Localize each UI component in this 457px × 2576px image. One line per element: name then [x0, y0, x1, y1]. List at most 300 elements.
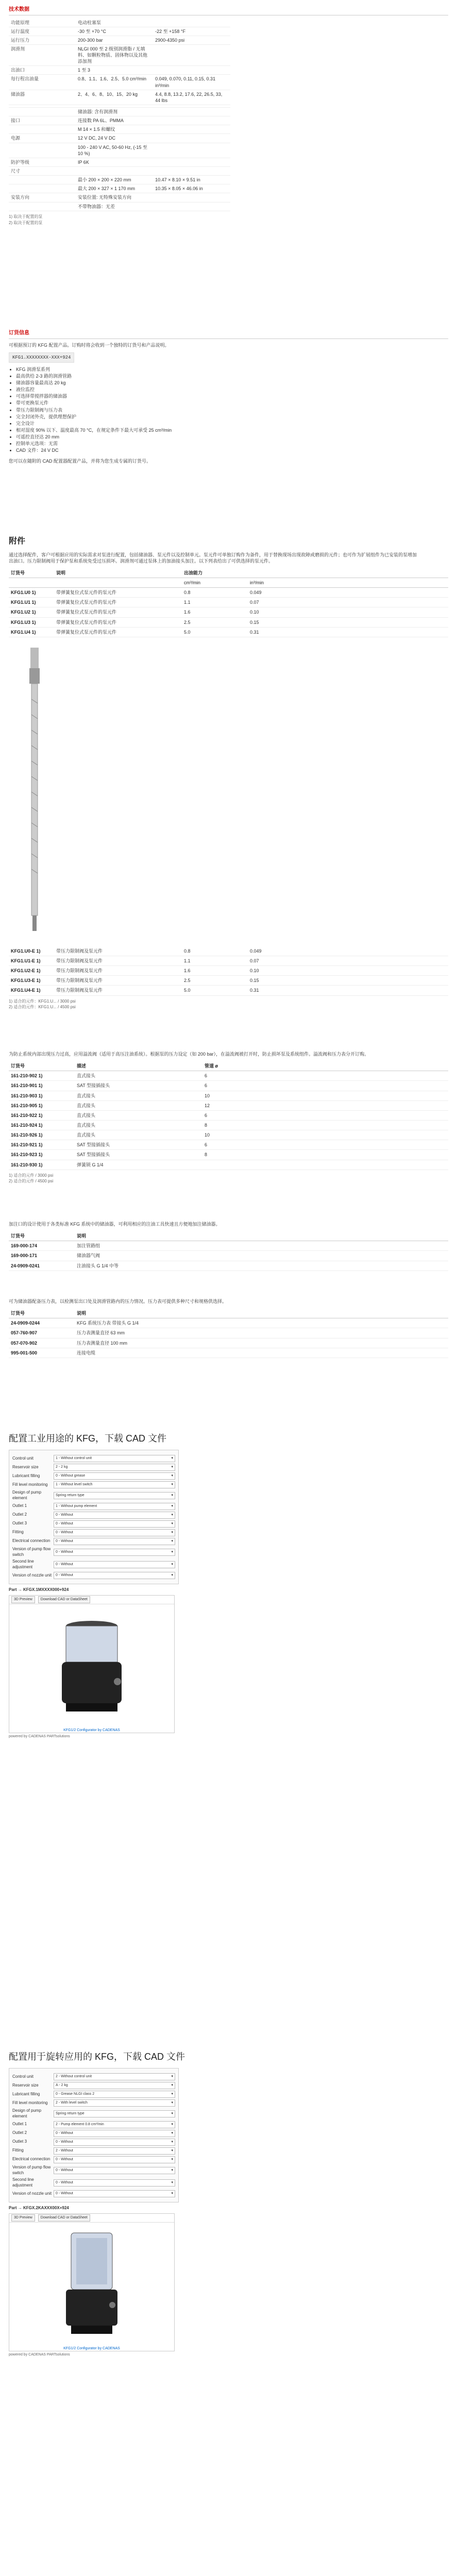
pipe-diameter: 8 — [202, 1120, 248, 1130]
cad-configurator-form — [9, 1450, 179, 1584]
config-select[interactable] — [54, 2121, 175, 2128]
part-description: SAT 型接插接头 — [75, 1081, 202, 1091]
chevron-down-icon: ▾ — [171, 2075, 173, 2079]
config-select[interactable] — [54, 1472, 175, 1480]
part-number: KFG1.U2 1) — [9, 607, 54, 617]
part-description: 压力表测量直径 100 mm — [75, 1338, 448, 1348]
col-pn: 订货号 — [9, 568, 54, 578]
spec-row — [9, 167, 230, 176]
pipe-diameter: 12 — [202, 1100, 248, 1110]
capacity-cm: 0.8 — [182, 588, 248, 598]
spec-key: 每行程出油量 — [9, 75, 76, 90]
config-select[interactable] — [54, 2179, 175, 2187]
spec-value-imperial — [153, 125, 230, 134]
order-features — [9, 366, 448, 454]
spec-key: 安装方向 — [9, 193, 76, 202]
spec-value-imperial — [153, 167, 230, 176]
part-number: 24-0909-0244 — [9, 1318, 75, 1328]
config-select-value: 0 - Without — [56, 1573, 73, 1578]
spec-row — [9, 134, 230, 143]
feature-item: • KFG 润滑泵系列 — [16, 366, 448, 372]
config-field — [12, 1529, 175, 1536]
configurator-link[interactable]: KFG1/2 Configurator by CADENAS — [63, 2346, 120, 2350]
table-row — [9, 1160, 448, 1170]
tab-3d-preview[interactable]: 3D Preview — [11, 2214, 35, 2221]
config-field — [12, 2165, 175, 2176]
config-select-value: 2 - With level switch — [56, 2101, 88, 2105]
spec-value: 2、4、6、8、10、15、20 kg — [76, 90, 153, 105]
feature-item: • 控制单元选项：无需 — [16, 440, 448, 447]
order-code: KFG1.XXXXXXXX-XXX+924 — [9, 352, 74, 363]
capacity-in: 0.15 — [248, 617, 448, 627]
feature-item: • 相对湿度 90% 以下、温度最高 70 °C，在规定条件下最大可承受 25 cm³/min — [16, 427, 448, 433]
spec-value: 200-300 bar — [76, 36, 153, 44]
spec-row — [9, 193, 230, 202]
config-field-label: Fill level monitoring — [12, 2100, 48, 2105]
spec-value: 连接数 PA 6L、PMMA — [76, 116, 153, 125]
part-number: KFG1.U0 1) — [9, 588, 54, 598]
spec-value: 1 至 3 — [76, 66, 153, 75]
spec-key — [9, 125, 76, 134]
config-field — [12, 2147, 175, 2155]
spec-value: 12 V DC, 24 V DC — [76, 134, 153, 143]
part-number: 161-210-924 1) — [9, 1120, 75, 1130]
accessories-note-1: 1) 适合的元件：KFG1.U... / 3000 psi — [9, 998, 76, 1004]
tab-3d-preview[interactable]: 3D Preview — [11, 1596, 35, 1603]
accessories-section — [9, 536, 448, 1010]
part-description: 连接电缆 — [75, 1348, 448, 1358]
order-title: 订货信息 — [9, 330, 448, 339]
chevron-down-icon: ▾ — [171, 1530, 173, 1534]
capacity-cm: 2.5 — [182, 976, 248, 986]
pressure-section — [9, 1298, 448, 1358]
part-description: 带弹簧复位式泵元件的泵元件 — [54, 588, 182, 598]
capacity-cm: 1.1 — [182, 598, 248, 607]
capacity-cm: 1.6 — [182, 966, 248, 976]
chevron-down-icon: ▾ — [171, 1494, 173, 1498]
part-description: 带弹簧复位式泵元件的泵元件 — [54, 627, 182, 637]
chevron-down-icon: ▾ — [171, 2083, 173, 2088]
part-number: 161-210-922 1) — [9, 1110, 75, 1120]
spec-key — [9, 143, 76, 158]
config-field-label: Version of nozzle unit — [12, 2191, 52, 2196]
spec-section — [9, 6, 448, 226]
table-row — [9, 966, 448, 976]
config-field — [12, 1512, 175, 1519]
feature-item: • 可遥控直径达 20 mm — [16, 434, 448, 440]
fill-col-pn: 订货号 — [9, 1231, 75, 1241]
config-select-value: Spring return type — [56, 1494, 84, 1498]
config-field-label: Fitting — [12, 2148, 24, 2153]
part-number: 995-001-500 — [9, 1348, 75, 1358]
spec-key: 出油口 — [9, 66, 76, 75]
part-number: 169-000-174 — [9, 1241, 75, 1251]
config-field-label: Second line adjustment — [12, 2177, 34, 2188]
config-select-value: 2 - Pump element 0.8 cm³/min — [56, 2122, 104, 2126]
spec-key: 尺寸 — [9, 167, 76, 176]
chevron-down-icon: ▾ — [171, 2157, 173, 2161]
part-description: 直式接头 — [75, 1120, 202, 1130]
config-select-value: 1 - Without pump element — [56, 1504, 97, 1508]
config-select-value: 2 - Without control unit — [56, 2075, 92, 2079]
config-field-label: Reservoir size — [12, 1464, 39, 1469]
spec-value: 0.8、1.1、1.6、2.5、5.0 cm³/min — [76, 75, 153, 90]
table-row — [9, 617, 448, 627]
spec-value — [76, 167, 153, 176]
config-field — [12, 1490, 175, 1501]
part-description: 带弹簧复位式泵元件的泵元件 — [54, 598, 182, 607]
chevron-down-icon: ▾ — [171, 1563, 173, 1567]
part-description: 储油器气阀 — [75, 1251, 448, 1261]
tab-download-cad[interactable]: Download CAD or DataSheet — [38, 2214, 90, 2221]
viewer-canvas[interactable] — [9, 1604, 174, 1728]
config-select-value: 0 - Without grease — [56, 1474, 86, 1478]
table-row — [9, 976, 448, 986]
config-select-value: A - 2 kg — [56, 2083, 68, 2088]
capacity-cm: 1.1 — [182, 956, 248, 966]
capacity-in: 0.049 — [248, 946, 448, 956]
fill-rows — [9, 1241, 448, 1270]
cad-title: 配置用于旋转应用的 KFG，下载 CAD 文件 — [9, 2052, 185, 2062]
config-field-label: Control unit — [12, 2074, 33, 2079]
config-field — [12, 2130, 175, 2137]
capacity-cm: 1.6 — [182, 607, 248, 617]
spec-key — [9, 184, 76, 193]
spec-row — [9, 125, 230, 134]
config-select-value: 0 - Without — [56, 2131, 73, 2135]
config-select[interactable] — [54, 1529, 175, 1536]
spec-value: 最小 200 × 200 × 220 mm — [76, 176, 153, 184]
part-number: KFG1.U1-E 1) — [9, 956, 54, 966]
config-field-label: Outlet 2 — [12, 1512, 27, 1517]
part-description: 带弹簧复位式泵元件的泵元件 — [54, 607, 182, 617]
pipe-diameter: 6 — [202, 1071, 248, 1081]
table-row — [9, 1241, 448, 1251]
pressure-para: 可为储油器配备压力表，以检测泵出口处及润滑管路内的压力情况。压力表可提供多种尺寸和规格供选择。 — [9, 1299, 227, 1304]
part-description: 压力表测量直径 63 mm — [75, 1328, 448, 1338]
chevron-down-icon: ▾ — [171, 2168, 173, 2172]
spec-row — [9, 202, 230, 211]
config-field — [12, 1559, 175, 1570]
spec-key: 运行温度 — [9, 27, 76, 36]
feature-item: • 完全设计 — [16, 420, 448, 427]
spec-row — [9, 27, 230, 36]
part-number-result: Part → KFGX.1MXXXX000+924 — [9, 1587, 69, 1592]
config-select[interactable] — [54, 1549, 175, 1556]
config-field-label: Electrical connection — [12, 2157, 50, 2162]
config-select[interactable] — [54, 2082, 175, 2089]
chevron-down-icon: ▾ — [171, 1550, 173, 1554]
table-row — [9, 1091, 448, 1100]
table-row — [9, 1318, 448, 1328]
fill-para: 加注口的设计使用于各类标准 KFG 系统中的储油器，可利用相应的注油工具快速且方便地加注储油器。 — [9, 1222, 221, 1227]
spec-value-imperial — [153, 134, 230, 143]
part-description: 带压力限制阀及泵元件 — [54, 966, 182, 976]
pipe-diameter: 6 — [202, 1140, 248, 1150]
spec-key: 电源 — [9, 134, 76, 143]
config-field — [12, 2073, 175, 2080]
chevron-down-icon: ▾ — [171, 2192, 173, 2196]
config-select[interactable] — [54, 1455, 175, 1462]
spec-row — [9, 75, 230, 90]
part-number: 24-0909-0241 — [9, 1261, 75, 1270]
capacity-in: 0.31 — [248, 627, 448, 637]
config-select[interactable] — [54, 1512, 175, 1519]
feature-item: • 储油器容量最高达 20 kg — [16, 380, 448, 386]
config-field — [12, 1472, 175, 1480]
config-select[interactable] — [54, 2130, 175, 2137]
table-row — [9, 1100, 448, 1110]
config-field-label: Version of nozzle unit — [12, 1572, 52, 1578]
config-select-value: Spring return type — [56, 2112, 84, 2116]
config-select[interactable] — [54, 1492, 175, 1499]
config-select[interactable] — [54, 2147, 175, 2155]
part-number: KFG1.U3 1) — [9, 617, 54, 627]
spec-row — [9, 66, 230, 75]
viewer-toolbar — [9, 2214, 174, 2223]
part-number: 161-210-901 1) — [9, 1081, 75, 1091]
part-number: KFG1.U2-E 1) — [9, 966, 54, 976]
part-description: 注油接头 G 1/4 中等 — [75, 1261, 448, 1270]
spec-key: 功能原理 — [9, 19, 76, 27]
config-select[interactable] — [54, 2139, 175, 2146]
part-description: KFG 系统压力表 带接头 G 1/4 — [75, 1318, 448, 1328]
config-field-label: Outlet 1 — [12, 1503, 27, 1509]
capacity-cm: 5.0 — [182, 627, 248, 637]
config-select-value: 2 - 2 kg — [56, 1465, 68, 1469]
part-description: 带压力限制阀及泵元件 — [54, 986, 182, 995]
config-field — [12, 2190, 175, 2197]
pipe-diameter: 8 — [202, 1150, 248, 1160]
config-select[interactable] — [54, 2167, 175, 2174]
config-select[interactable] — [54, 2091, 175, 2098]
spec-value: M 14 × 1.5 和螺纹 — [76, 125, 153, 134]
table-row — [9, 1081, 448, 1091]
chevron-down-icon: ▾ — [171, 2122, 173, 2126]
config-select[interactable] — [54, 2073, 175, 2080]
config-select[interactable] — [54, 1520, 175, 1528]
spec-value-imperial: 2900-4350 psi — [153, 36, 230, 44]
config-field-label: Outlet 1 — [12, 2122, 27, 2127]
part-description: 带弹簧复位式泵元件的泵元件 — [54, 617, 182, 627]
spec-value-imperial: 10.35 × 8.05 × 46.06 in — [153, 184, 230, 193]
table-row — [9, 1328, 448, 1338]
tab-download-cad[interactable]: Download CAD or DataSheet — [38, 1596, 90, 1603]
config-select[interactable] — [54, 2099, 175, 2107]
spec-value: 储油器: 含有润滑剂 — [76, 108, 153, 116]
feature-item: • 最高供给 2-3 路的润滑管路 — [16, 373, 448, 379]
fill-col-desc: 说明 — [75, 1231, 448, 1241]
config-field — [12, 1538, 175, 1545]
pressure-rows — [9, 1318, 448, 1358]
spec-value: 最大 200 × 327 × 1 170 mm — [76, 184, 153, 193]
capacity-cm: 5.0 — [182, 986, 248, 995]
chevron-down-icon: ▾ — [171, 1504, 173, 1508]
config-field-label: Electrical connection — [12, 1538, 50, 1544]
part-description: 直式接头 — [75, 1071, 202, 1081]
part-number: 169-000-171 — [9, 1251, 75, 1261]
spec-value: IP 6K — [76, 158, 153, 166]
spec-row — [9, 184, 230, 193]
config-select[interactable] — [54, 1464, 175, 1471]
capacity-in: 0.07 — [248, 956, 448, 966]
config-field-label: Outlet 2 — [12, 2130, 27, 2136]
configurator-link[interactable]: KFG1/2 Configurator by CADENAS — [63, 1728, 120, 1732]
config-select-value: 0 - Without — [56, 1513, 73, 1517]
capacity-in: 0.10 — [248, 966, 448, 976]
chevron-down-icon: ▾ — [171, 1539, 173, 1543]
capacity-in: 0.15 — [248, 976, 448, 986]
spec-value-imperial: 4.4, 8.8, 13.2, 17.6, 22, 26.5, 33, 44 lbs — [153, 90, 230, 105]
col-desc: 说明 — [54, 568, 182, 578]
feature-item: • 完全封闭外壳，提供理想保护 — [16, 414, 448, 420]
table-row — [9, 1150, 448, 1160]
config-field — [12, 1547, 175, 1558]
spec-note-2: 2) 取决于配置的泵 — [9, 220, 43, 225]
fit-col-desc: 描述 — [75, 1061, 202, 1071]
pump-element-table-e — [9, 946, 448, 996]
table-row — [9, 627, 448, 637]
pg-col-pn: 订货号 — [9, 1309, 75, 1318]
table-row — [9, 946, 448, 956]
fittings-table — [9, 1061, 448, 1170]
config-field — [12, 2177, 175, 2189]
part-number: KFG1.U3-E 1) — [9, 976, 54, 986]
pump-element-image — [24, 648, 45, 936]
config-select[interactable] — [54, 1561, 175, 1568]
spec-row — [9, 44, 230, 65]
table-row — [9, 607, 448, 617]
part-description: 带压力限制阀及泵元件 — [54, 956, 182, 966]
spec-title: 技术数据 — [9, 6, 448, 15]
part-description: 弹簧锁 G 1/4 — [75, 1160, 202, 1170]
config-select-value: 0 - Grease NLGI class 2 — [56, 2092, 95, 2096]
part-number: 161-210-903 1) — [9, 1091, 75, 1100]
spec-row — [9, 158, 230, 166]
pump-element-rows-pressure — [9, 946, 448, 995]
spec-row — [9, 143, 230, 158]
chevron-down-icon: ▾ — [171, 1573, 173, 1578]
spec-row — [9, 116, 230, 125]
order-section — [9, 330, 448, 468]
config-select[interactable] — [54, 2190, 175, 2197]
capacity-in: 0.07 — [248, 598, 448, 607]
part-number: 161-210-921 1) — [9, 1140, 75, 1150]
config-field-label: Fill level monitoring — [12, 1482, 48, 1487]
config-field — [12, 2091, 175, 2098]
spec-value-imperial — [153, 19, 230, 27]
cad-viewer — [9, 1595, 175, 1733]
order-footnote: 您可以在随附的 CAD 配置器配置产品，并将为您生成专属的订货号。 — [9, 458, 151, 464]
part-description: 带压力限制阀及泵元件 — [54, 976, 182, 986]
spec-value-imperial — [153, 202, 230, 211]
part-number-result: Part → KFGX.2KAXXX00X+924 — [9, 2206, 69, 2211]
config-field-label: Fitting — [12, 1530, 24, 1535]
config-select[interactable] — [54, 1481, 175, 1488]
capacity-cm: 2.5 — [182, 617, 248, 627]
config-field-label: Version of pump flow switch — [12, 1546, 51, 1557]
config-select-value: 0 - Without — [56, 2157, 73, 2161]
spec-key: 储油器 — [9, 90, 76, 105]
part-description: 直式接头 — [75, 1110, 202, 1120]
table-row — [9, 1140, 448, 1150]
config-field-label: Design of pump element — [12, 2108, 42, 2119]
config-select-value: 0 - Without — [56, 2192, 73, 2196]
chevron-down-icon: ▾ — [171, 2112, 173, 2116]
spec-value: 不带物油器：无差 — [76, 202, 153, 211]
table-row — [9, 956, 448, 966]
feature-item: • 带可更换泵元件 — [16, 400, 448, 406]
config-field — [12, 1503, 175, 1510]
part-number: 057-070-902 — [9, 1338, 75, 1348]
chevron-down-icon: ▾ — [171, 1456, 173, 1461]
config-select[interactable] — [54, 2156, 175, 2163]
pg-col-desc: 说明 — [75, 1309, 448, 1318]
config-field-label: Outlet 3 — [12, 1521, 27, 1526]
viewer-canvas[interactable] — [9, 2223, 174, 2346]
col-empty — [248, 568, 448, 578]
spec-row — [9, 108, 230, 116]
table-row — [9, 1338, 448, 1348]
pump-element-image-area — [9, 637, 448, 946]
config-select[interactable] — [54, 2110, 175, 2117]
config-select-value: 0 - Without — [56, 1539, 73, 1543]
part-number: KFG1.U4-E 1) — [9, 986, 54, 995]
pump-element-rows-spring — [9, 588, 448, 637]
config-field — [12, 2099, 175, 2107]
fittings-para: 为防止系统内部出现压力过高，应用溢流阀（适用于高压注油系统）。根据泵的压力设定（如 200 bar），在溢流阀被打开时，防止损坏泵及系统组件。溢流阀和压力表分开订购。 — [9, 1052, 369, 1057]
config-field-label: Control unit — [12, 1455, 33, 1461]
table-row — [9, 1120, 448, 1130]
col-unit-cm: cm³/min — [182, 578, 248, 588]
col-unit-in: in³/min — [248, 578, 448, 588]
spec-value: NLGI 000 至 2 级别润滑脂 / 无填料、如颗粒物质、固体物以及其他添加剂 — [76, 44, 153, 65]
accessories-title: 附件 — [9, 537, 26, 546]
spec-value-imperial — [153, 108, 230, 116]
table-row — [9, 1348, 448, 1358]
config-field-label: Reservoir size — [12, 2082, 39, 2088]
table-row — [9, 1251, 448, 1261]
part-description: 带压力限制阀及泵元件 — [54, 946, 182, 956]
config-field — [12, 2108, 175, 2120]
pump-model-image — [56, 2228, 128, 2341]
table-row — [9, 1130, 448, 1140]
part-description: 直式接头 — [75, 1091, 202, 1100]
table-row — [9, 1261, 448, 1270]
config-select[interactable] — [54, 1503, 175, 1510]
config-select[interactable] — [54, 1572, 175, 1579]
config-field-label: Design of pump element — [12, 1490, 42, 1501]
spec-value-imperial — [153, 66, 230, 75]
fittings-note-2: 2) 适合的元件 / 4500 psi — [9, 1179, 54, 1184]
spec-value-imperial: 10.47 × 8.10 × 9.51 in — [153, 176, 230, 184]
part-description: 直式接头 — [75, 1100, 202, 1110]
config-field-label: Lubricant filling — [12, 1473, 40, 1478]
accessories-note-2: 2) 适合的元件：KFG1.U... / 4500 psi — [9, 1005, 76, 1010]
spec-key: 润滑剂 — [9, 44, 76, 65]
part-number: 161-210-930 1) — [9, 1160, 75, 1170]
chevron-down-icon: ▾ — [171, 2101, 173, 2105]
cad-section-2 — [9, 2050, 448, 2358]
capacity-cm: 0.8 — [182, 946, 248, 956]
config-select[interactable] — [54, 1538, 175, 1545]
table-row — [9, 1071, 448, 1081]
config-select-value: 0 - Without — [56, 2181, 73, 2185]
capacity-in: 0.31 — [248, 986, 448, 995]
chevron-down-icon: ▾ — [171, 2140, 173, 2144]
fit-col-pipe: 管道 ø — [202, 1061, 248, 1071]
col-capacity: 出油能力 — [182, 568, 248, 578]
